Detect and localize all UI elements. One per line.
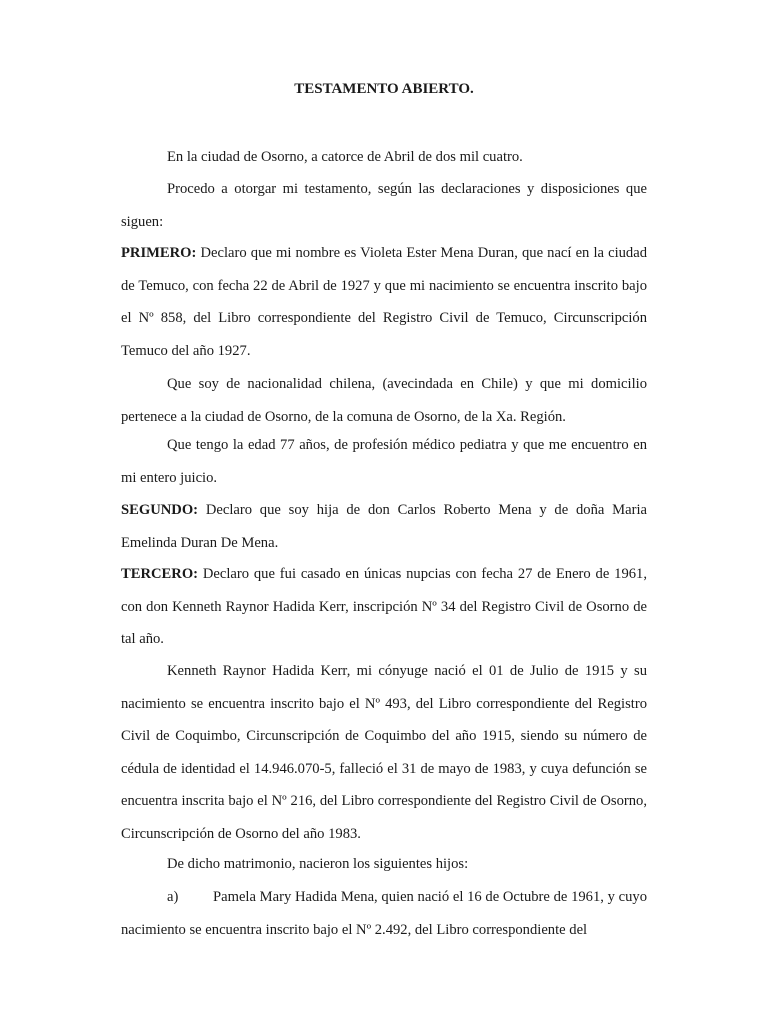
- clause-label-primero: PRIMERO:: [121, 245, 197, 261]
- list-item-text-a: Pamela Mary Hadida Mena, quien nació el 16 de Octubre de 1961, y cuyo nacimiento se encuentra inscrito bajo el Nº 2.492, del Libro correspondiente del: [121, 889, 647, 938]
- clause-label-segundo: SEGUNDO:: [121, 502, 199, 518]
- list-marker-a: a): [167, 889, 179, 905]
- paragraph-intro: Procedo a otorgar mi testamento, según las declaraciones y disposiciones que siguen:: [121, 181, 647, 230]
- paragraph-primero: [121, 237, 647, 367]
- paragraph-tercero: [121, 558, 647, 656]
- paragraph-place-date: En la ciudad de Osorno, a catorce de Abril de dos mil cuatro.: [167, 149, 523, 165]
- paragraph-age: Que tengo la edad 77 años, de profesión médico pediatra y que me encuentro en mi entero juicio.: [121, 437, 647, 486]
- clause-label-tercero: TERCERO:: [121, 566, 199, 582]
- paragraph-segundo: [121, 494, 647, 559]
- paragraph-nationality: Que soy de nacionalidad chilena, (avecindada en Chile) y que mi domicilio pertenece a la ciudad de Osorno, de la comuna de Osorno, de la Xa. Región.: [121, 376, 647, 425]
- list-item-child-a: [121, 881, 647, 946]
- clause-text-segundo: Declaro que soy hija de don Carlos Roberto Mena y de doña Maria Emelinda Duran De Mena.: [121, 502, 647, 551]
- clause-text-primero: Declaro que mi nombre es Violeta Ester Mena Duran, que nací en la ciudad de Temuco, con fecha 22 de Abril de 1927 y que mi nacimiento se encuentra inscrito bajo el Nº 858, del Libro correspondiente del Registro Civil de Temuco, Circunscripción Temuco del año 1927.: [121, 245, 647, 359]
- document-title: TESTAMENTO ABIERTO.: [294, 81, 474, 97]
- paragraph-children-intro: De dicho matrimonio, nacieron los siguientes hijos:: [167, 856, 469, 872]
- clause-text-tercero: Declaro que fui casado en únicas nupcias con fecha 27 de Enero de 1961, con don Kenneth Raynor Hadida Kerr, inscripción Nº 34 del Registro Civil de Osorno de tal año.: [121, 566, 647, 647]
- paragraph-spouse: Kenneth Raynor Hadida Kerr, mi cónyuge nació el 01 de Julio de 1915 y su nacimiento se encuentra inscrito bajo el Nº 493, del Libro correspondiente del Registro Civil de Coquimbo, Circunscripción de Coquimbo del año 1915, siendo su número de cédula de identidad el 14.946.070-5, falleció el 31 de mayo de 1983, y cuya defunción se encuentra inscrita bajo el Nº 216, del Libro correspondiente del Registro Civil de Osorno, Circunscripción de Osorno del año 1983.: [121, 663, 647, 842]
